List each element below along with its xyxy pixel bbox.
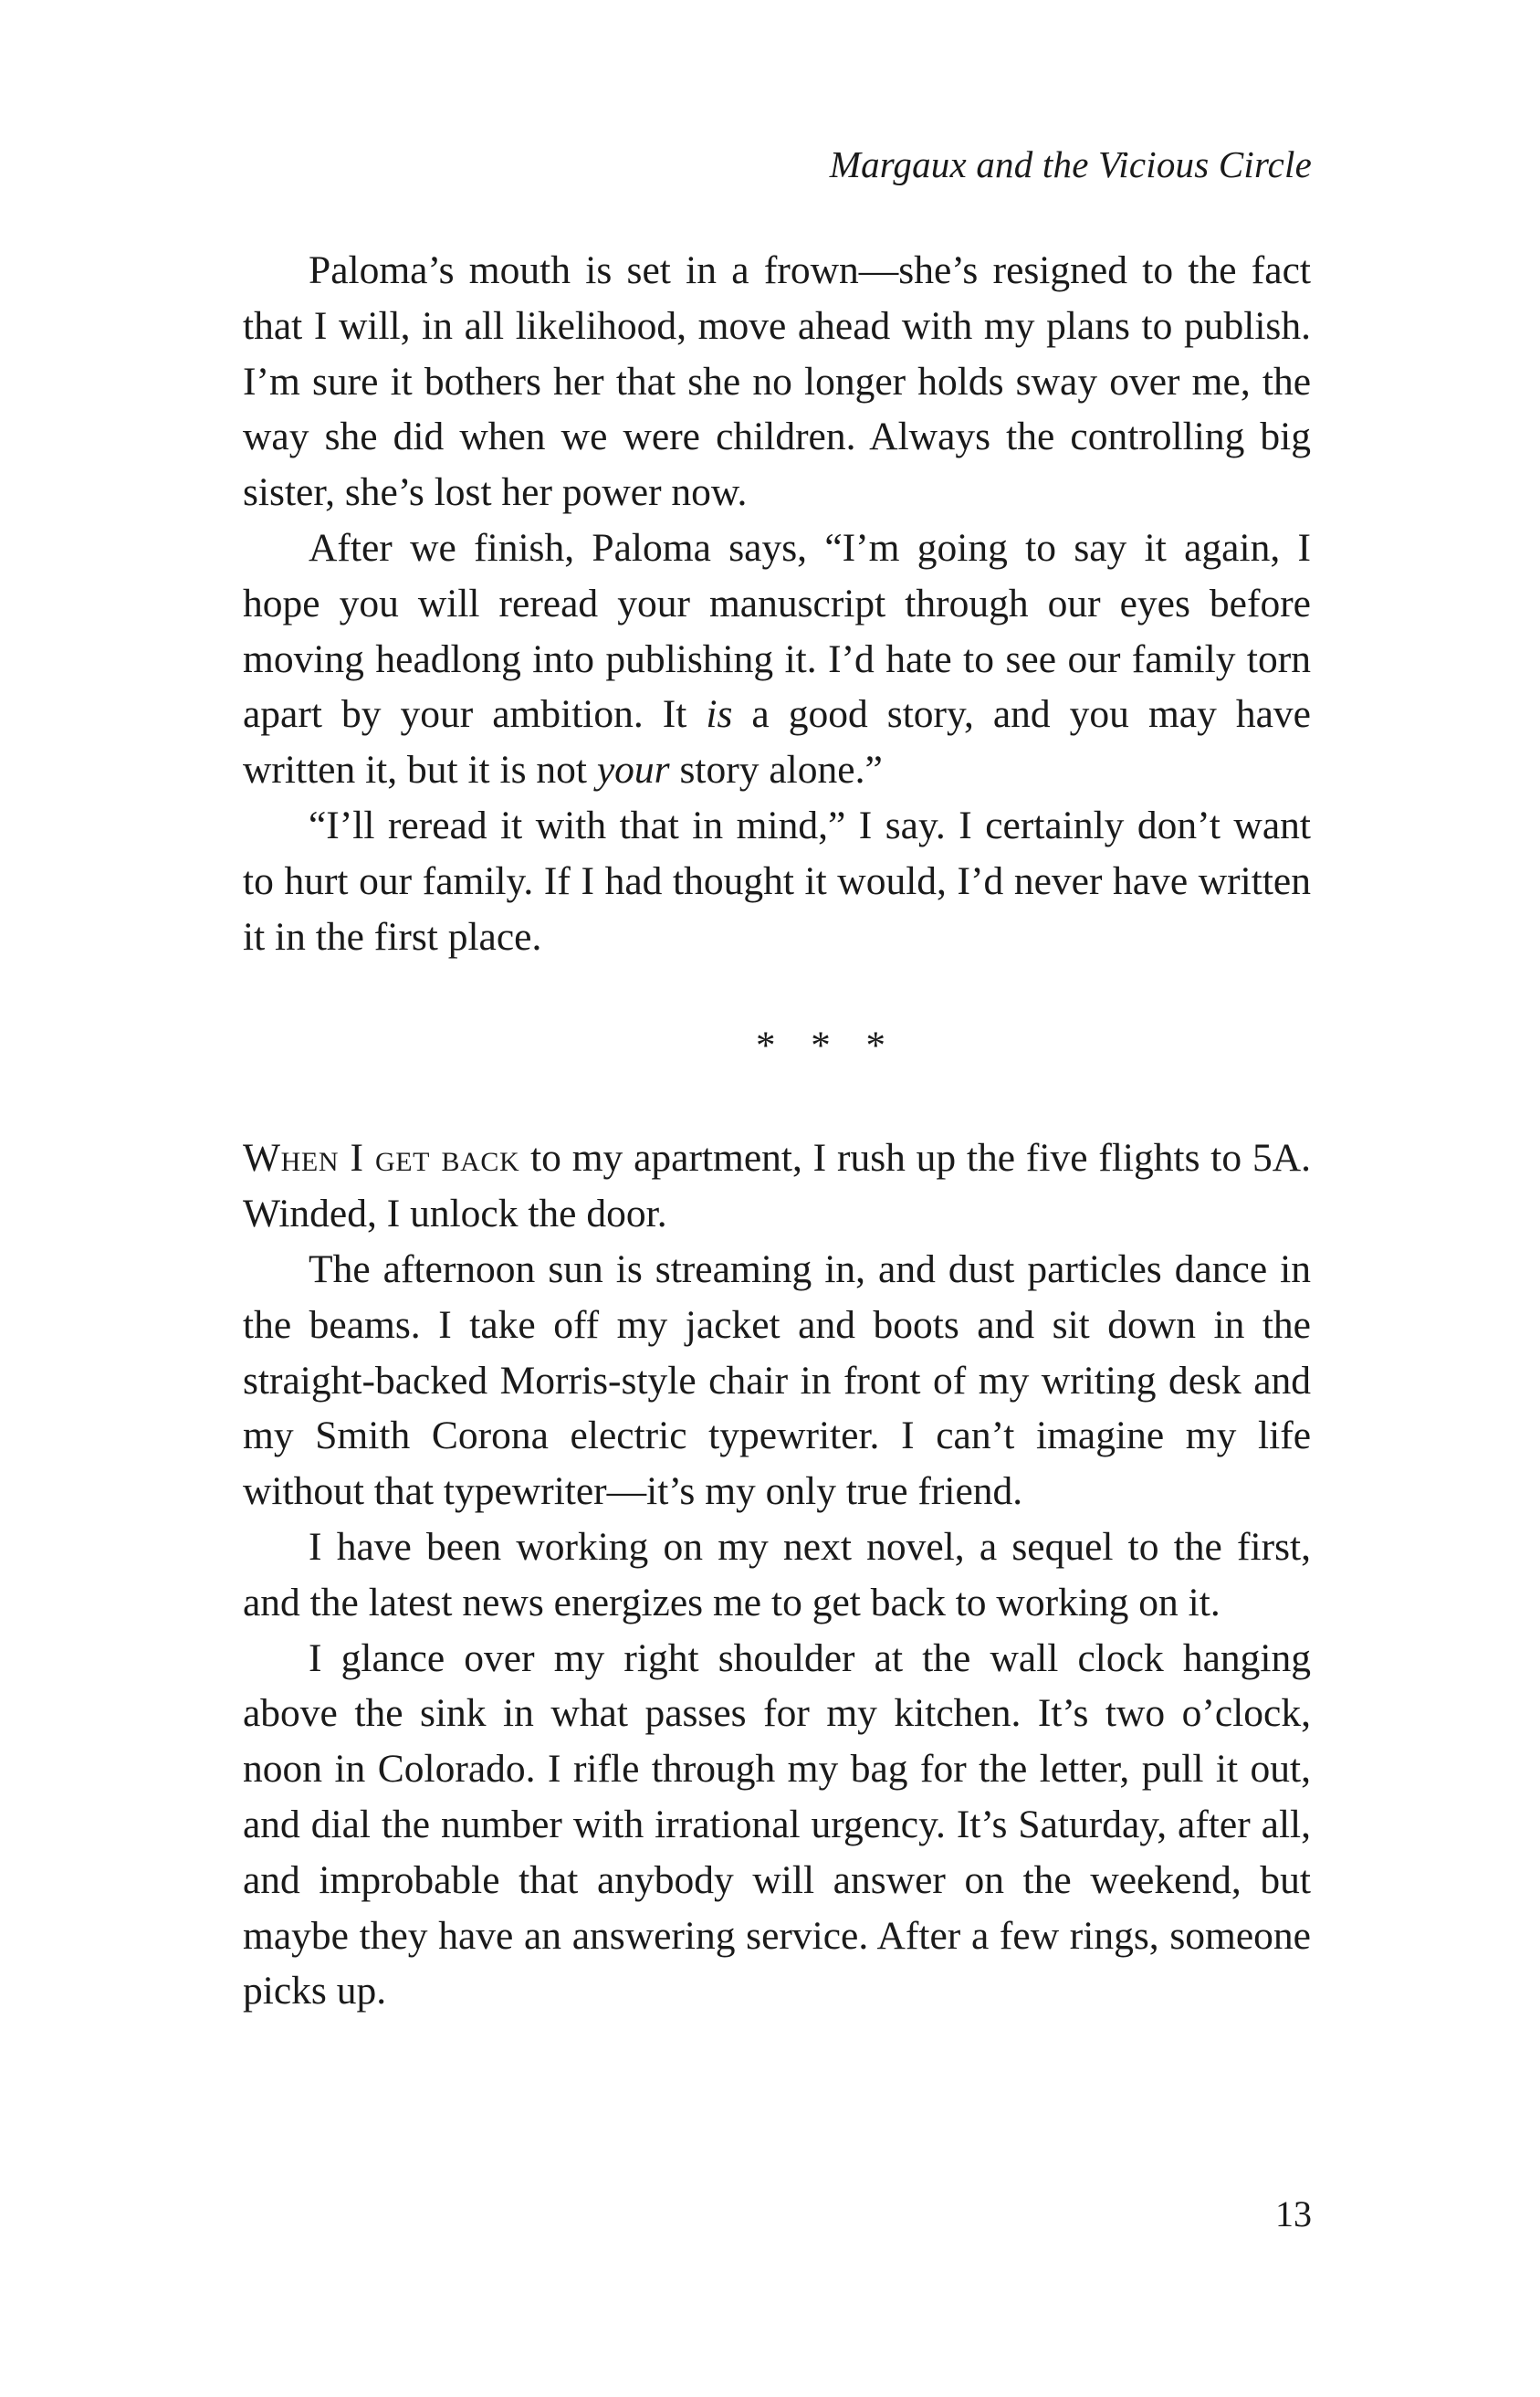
scene-break: * * * <box>756 1025 898 1068</box>
paragraph-text: a good story, and you may have written it, but it is not <box>243 692 1311 793</box>
body-text <box>243 243 1311 2019</box>
paragraph: I glance over my right shoulder at the wall clock hanging above the sink in what passes for my kitchen. It’s two o’clock, noon in Colorado. I rifle through my bag for the letter, pull it out, and dial the number with irrational urgency. It’s Saturday, after all, and improbable that anybody will answer on the weekend, but maybe they have an answering service. After a few rings, someone picks up. <box>243 1635 1311 2013</box>
page-number: 13 <box>1275 2193 1312 2234</box>
paragraph-text: story alone.” <box>669 748 883 793</box>
emphasis-text: your <box>596 748 670 793</box>
paragraph: Paloma’s mouth is set in a frown—she’s resigned to the fact that I will, in all likelihood, move ahead with my plans to publish. I’m sure it bothers her that she no longer holds sway over me, the way she did when we were children. Always the controlling big sister, she’s lost her power now. <box>243 248 1311 515</box>
paragraph: The afternoon sun is streaming in, and dust particles dance in the beams. I take off my jacket and boots and sit down in the straight-backed Morris-style chair in front of my writing desk and my Smith Corona electric typewriter. I can’t imagine my life without that typewriter—it’s my only true friend. <box>243 1246 1311 1514</box>
paragraph: “I’ll reread it with that in mind,” I say. I certainly don’t want to hurt our family. If I had thought it would, I’d never have written it in the first place. <box>243 803 1311 959</box>
running-head-title: Margaux and the Vicious Circle <box>829 143 1312 185</box>
paragraph-text: After we finish, Paloma says, “I’m going to say it again, I hope you will reread your manuscript through our eyes before moving headlong into publishing it. I’d hate to see our family torn apart by your ambition. It <box>243 525 1311 737</box>
paragraph-text: to my apartment, I rush up the five flights to 5A. Winded, I unlock the door. <box>243 1136 1311 1236</box>
paragraph: I have been working on my next novel, a sequel to the first, and the latest news energizes me to get back to working on it. <box>243 1524 1311 1624</box>
emphasis-text: is <box>706 692 733 737</box>
smallcaps-lead-in: When I get back <box>243 1136 520 1181</box>
paragraph <box>243 1130 1311 1242</box>
paragraph <box>243 520 1311 798</box>
